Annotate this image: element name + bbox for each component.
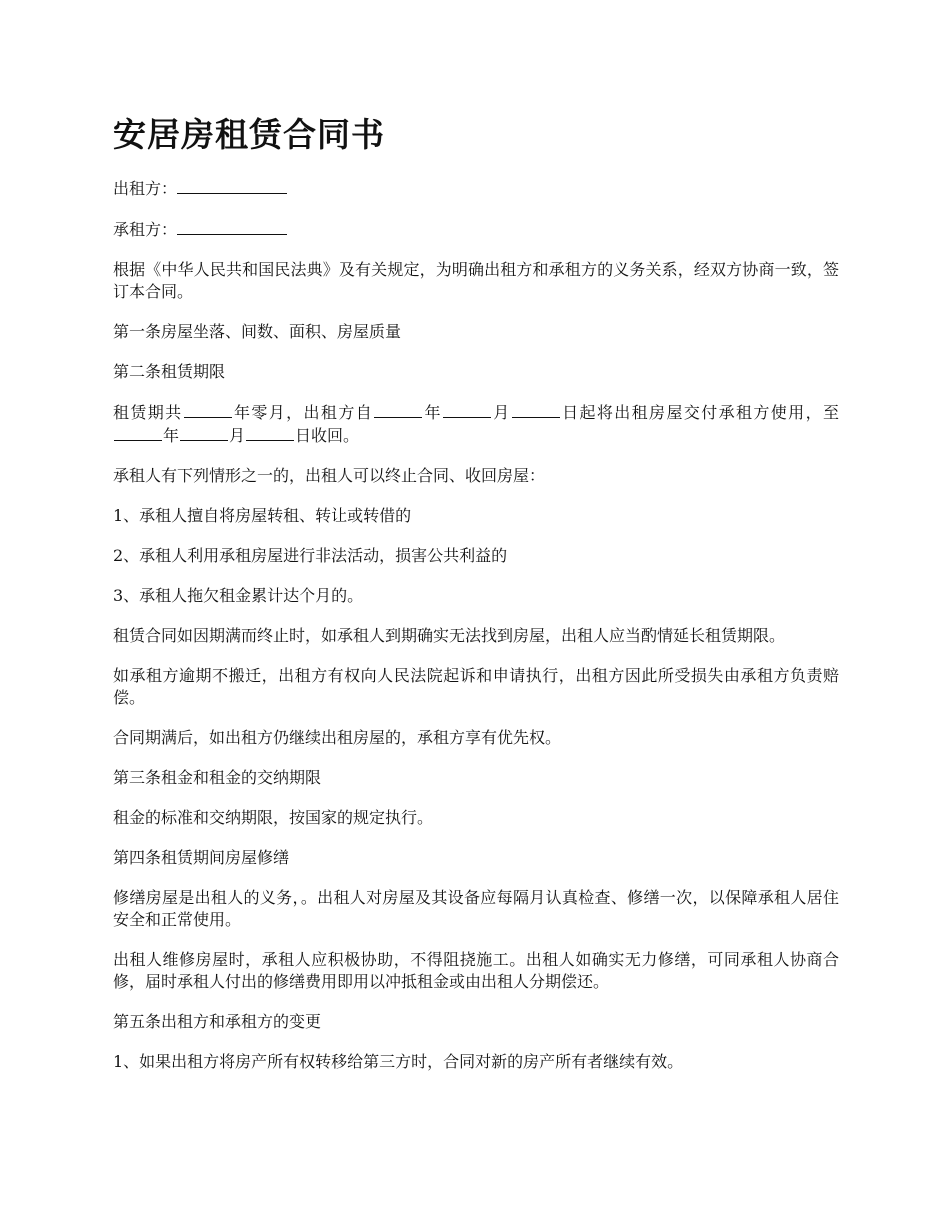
repair-cooperation-paragraph: 出租人维修房屋时，承租人应积极协助，不得阻挠施工。出租人如确实无力修缮，可同承租人协商合修，届时承租人付出的修缮费用即用以冲抵租金或由出租人分期偿还。 bbox=[113, 950, 839, 991]
article-1-heading: 第一条房屋坐落、间数、面积、房屋质量 bbox=[113, 322, 402, 341]
term-text-5: 日起将出租房屋交付承租方使用，至 bbox=[560, 403, 839, 422]
article-4-heading: 第四条租赁期间房屋修缮 bbox=[113, 848, 290, 867]
extension-paragraph: 租赁合同如因期满而终止时，如承租人到期确实无法找到房屋，出租人应当酌情延长租赁期限。 bbox=[113, 626, 786, 645]
term-text-2: 年零月，出租方自 bbox=[232, 403, 374, 422]
rent-standard-paragraph: 租金的标准和交纳期限，按国家的规定执行。 bbox=[113, 808, 434, 827]
term-years-blank bbox=[184, 401, 232, 418]
intro-paragraph: 根据《中华人民共和国民法典》及有关规定，为明确出租方和承租方的义务关系，经双方协商一致，签订本合同。 bbox=[113, 260, 839, 301]
termination-item: 1、承租人擅自将房屋转租、转让或转借的 bbox=[113, 506, 412, 525]
article-2-heading: 第二条租赁期限 bbox=[113, 362, 226, 381]
end-month-blank bbox=[180, 424, 228, 441]
start-month-blank bbox=[443, 401, 491, 418]
lessor-label: 出租方： bbox=[113, 179, 178, 198]
lessee-blank bbox=[177, 218, 287, 235]
term-text-8: 日收回。 bbox=[295, 426, 360, 445]
lessee-line bbox=[113, 218, 839, 241]
change-item: 1、如果出租方将房产所有权转移给第三方时，合同对新的房产所有者继续有效。 bbox=[113, 1052, 684, 1071]
lessor-blank bbox=[177, 177, 287, 194]
priority-paragraph: 合同期满后，如出租方仍继续出租房屋的，承租方享有优先权。 bbox=[113, 728, 562, 747]
end-day-blank bbox=[246, 424, 294, 441]
termination-item: 2、承租人利用承租房屋进行非法活动，损害公共利益的 bbox=[113, 546, 508, 565]
contract-page bbox=[113, 113, 839, 1091]
repair-duty-paragraph: 修缮房屋是出租人的义务，。出租人对房屋及其设备应每隔月认真检查、修缮一次，以保障承租人居住安全和正常使用。 bbox=[113, 888, 839, 929]
lease-term-paragraph bbox=[113, 401, 839, 447]
termination-item: 3、承租人拖欠租金累计达个月的。 bbox=[113, 586, 364, 605]
term-text-6: 年 bbox=[163, 426, 180, 445]
document-title: 安居房租赁合同书 bbox=[113, 115, 385, 154]
overdue-paragraph: 如承租方逾期不搬迁，出租方有权向人民法院起诉和申请执行，出租方因此所受损失由承租方负责赔偿。 bbox=[113, 666, 839, 707]
termination-intro: 承租人有下列情形之一的，出租人可以终止合同、收回房屋： bbox=[113, 466, 546, 485]
term-text-1: 租赁期共 bbox=[113, 403, 183, 422]
article-3-heading: 第三条租金和租金的交纳期限 bbox=[113, 768, 322, 787]
term-text-3: 年 bbox=[423, 403, 442, 422]
lessor-line bbox=[113, 177, 839, 200]
article-5-heading: 第五条出租方和承租方的变更 bbox=[113, 1012, 322, 1031]
term-text-4: 月 bbox=[491, 403, 511, 422]
start-day-blank bbox=[512, 401, 560, 418]
lessee-label: 承租方： bbox=[113, 220, 178, 239]
start-year-blank bbox=[374, 401, 422, 418]
term-text-7: 月 bbox=[229, 426, 246, 445]
end-year-blank bbox=[114, 424, 162, 441]
